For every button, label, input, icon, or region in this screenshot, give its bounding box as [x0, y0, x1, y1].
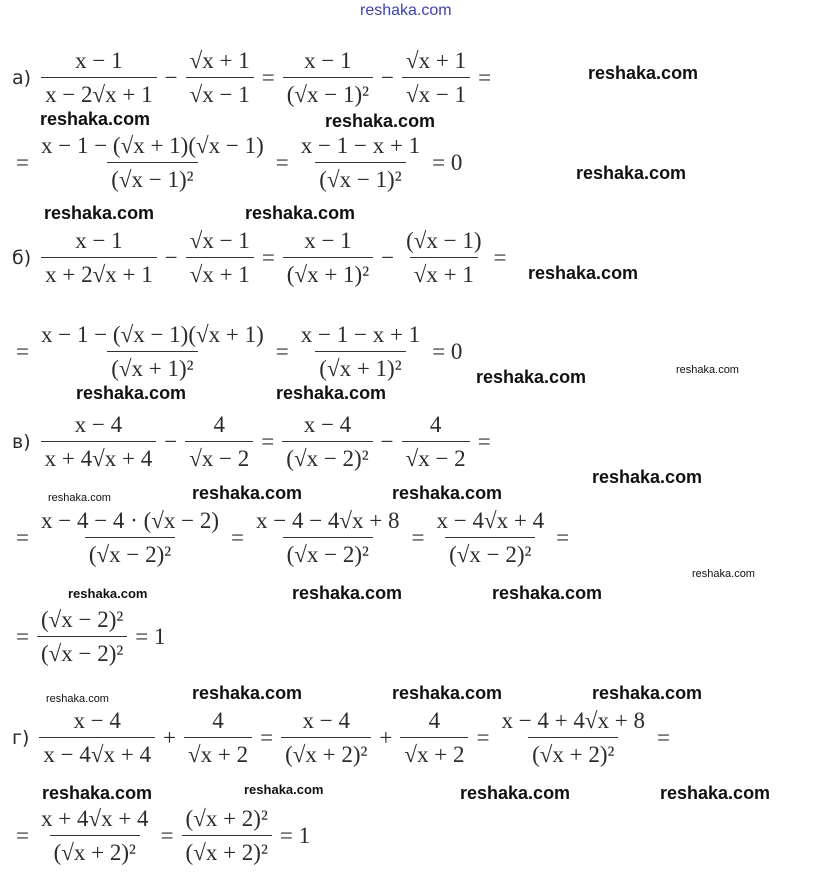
operator: +	[379, 725, 393, 750]
numerator: x − 1 − (√x + 1)(√x − 1)	[40, 133, 264, 158]
denominator: x + 4√x + 4	[41, 441, 157, 472]
denominator: (√x + 2)²	[182, 835, 272, 866]
watermark: reshaka.com	[245, 203, 356, 223]
operator: −	[164, 245, 178, 270]
equation-line	[12, 133, 466, 193]
operator: = 0	[432, 150, 463, 175]
denominator: √x − 2	[185, 441, 253, 472]
fraction	[297, 133, 424, 193]
equation-line	[12, 806, 314, 866]
fraction	[37, 133, 268, 193]
denominator: √x + 2	[400, 737, 468, 768]
operator: =	[478, 65, 492, 90]
denominator: √x − 1	[402, 77, 470, 108]
numerator: x − 4√x + 4	[436, 508, 545, 533]
fraction	[39, 708, 155, 768]
equation-line	[12, 508, 573, 568]
fraction	[182, 806, 272, 866]
numerator: x − 4 − 4 · (√x − 2)	[40, 508, 219, 533]
equation-line	[12, 48, 495, 108]
operator: −	[164, 65, 178, 90]
equation-line	[12, 607, 170, 667]
fraction	[186, 48, 254, 108]
denominator: √x + 1	[186, 257, 254, 288]
fraction	[37, 806, 153, 866]
watermark: reshaka.com	[192, 483, 303, 503]
watermark: reshaka.com	[592, 467, 703, 487]
operator: =	[16, 339, 29, 364]
numerator: 4	[213, 412, 225, 437]
operator: −	[381, 65, 395, 90]
watermark: reshaka.com	[48, 492, 111, 504]
operator: = 0	[432, 339, 463, 364]
numerator: (√x + 2)²	[185, 806, 268, 831]
watermark: reshaka.com	[692, 568, 755, 580]
numerator: x − 4	[73, 708, 121, 733]
fraction	[402, 48, 470, 108]
numerator: x − 1 − x + 1	[300, 133, 421, 158]
numerator: 4	[429, 412, 442, 437]
fraction	[41, 412, 157, 472]
watermark: reshaka.com	[44, 203, 155, 223]
numerator: x − 1	[75, 48, 123, 73]
problem-label: г)	[12, 727, 30, 749]
operator: −	[381, 245, 395, 270]
denominator: (√x + 2)²	[528, 737, 618, 768]
denominator: (√x + 1)²	[107, 351, 197, 382]
denominator: (√x − 1)²	[107, 162, 197, 193]
numerator: x − 1	[75, 228, 123, 253]
fraction	[281, 708, 371, 768]
fraction	[283, 228, 373, 288]
watermark: reshaka.com	[360, 2, 452, 19]
watermark: reshaka.com	[592, 683, 703, 703]
numerator: x − 4	[303, 412, 352, 437]
equation-line	[12, 412, 495, 472]
fraction	[37, 508, 223, 568]
watermark: reshaka.com	[68, 586, 148, 601]
operator: =	[261, 65, 275, 90]
denominator: (√x − 2)²	[37, 636, 127, 667]
fraction	[184, 708, 252, 768]
watermark: reshaka.com	[660, 783, 771, 803]
watermark: reshaka.com	[588, 63, 699, 83]
operator: =	[275, 150, 289, 175]
watermark: reshaka.com	[276, 383, 387, 403]
operator: =	[261, 429, 275, 454]
numerator: x − 4	[74, 412, 123, 437]
fraction	[497, 708, 649, 768]
fraction	[37, 607, 127, 667]
watermark: reshaka.com	[46, 693, 109, 705]
watermark: reshaka.com	[244, 782, 324, 797]
watermark: reshaka.com	[676, 364, 739, 376]
denominator: x − 2√x + 1	[41, 77, 157, 108]
denominator: √x − 1	[186, 77, 254, 108]
watermark: reshaka.com	[476, 367, 587, 387]
watermark: reshaka.com	[325, 111, 436, 131]
numerator: x − 4	[302, 708, 350, 733]
operator: =	[493, 245, 507, 270]
denominator: √x − 2	[402, 441, 470, 472]
denominator: √x + 2	[184, 737, 252, 768]
numerator: x + 4√x + 4	[40, 806, 149, 831]
watermark: reshaka.com	[492, 583, 603, 603]
fraction	[41, 48, 157, 108]
denominator: (√x − 1)²	[315, 162, 405, 193]
fraction	[297, 322, 424, 382]
denominator: x − 4√x + 4	[39, 737, 155, 768]
fraction	[185, 412, 253, 472]
fraction	[37, 322, 268, 382]
fraction	[402, 412, 470, 472]
denominator: (√x + 1)²	[315, 351, 405, 382]
fraction	[282, 412, 372, 472]
fraction	[400, 708, 468, 768]
watermark: reshaka.com	[40, 109, 151, 129]
numerator: x − 4 − 4√x + 8	[255, 508, 400, 533]
operator: −	[380, 429, 394, 454]
numerator: x − 4 + 4√x + 8	[501, 708, 645, 733]
watermark: reshaka.com	[76, 383, 187, 403]
denominator: (√x + 2)²	[281, 737, 371, 768]
watermark: reshaka.com	[392, 683, 503, 703]
numerator: √x + 1	[189, 48, 250, 73]
problem-label: б)	[12, 247, 32, 269]
problem-label: в)	[12, 431, 31, 453]
numerator: x − 1 − x + 1	[300, 322, 421, 347]
operator: =	[275, 339, 289, 364]
numerator: x − 1	[304, 48, 352, 73]
operator: =	[261, 245, 275, 270]
operator: =	[16, 525, 29, 550]
numerator: x − 1	[304, 228, 352, 253]
fraction	[41, 228, 157, 288]
fraction	[283, 48, 373, 108]
denominator: (√x + 2)²	[50, 835, 140, 866]
equation-line	[12, 322, 466, 382]
fraction	[402, 228, 485, 288]
numerator: (√x − 1)	[406, 228, 482, 253]
operator: =	[556, 525, 570, 550]
denominator: x + 2√x + 1	[41, 257, 157, 288]
numerator: √x − 1	[189, 228, 250, 253]
denominator: (√x − 2)²	[85, 537, 175, 568]
fraction	[252, 508, 404, 568]
operator: +	[162, 725, 176, 750]
operator: −	[164, 429, 178, 454]
fraction	[186, 228, 254, 288]
numerator: x − 1 − (√x − 1)(√x + 1)	[40, 322, 264, 347]
operator: =	[657, 725, 670, 750]
operator: = 1	[135, 624, 166, 649]
denominator: (√x − 2)²	[282, 441, 372, 472]
watermark: reshaka.com	[392, 483, 503, 503]
operator: =	[16, 624, 29, 649]
watermark: reshaka.com	[528, 263, 639, 283]
operator: =	[16, 823, 29, 848]
watermark: reshaka.com	[42, 783, 153, 803]
problem-label: а)	[12, 67, 32, 89]
watermark: reshaka.com	[192, 683, 303, 703]
watermark: reshaka.com	[576, 163, 687, 183]
equation-line	[12, 228, 511, 288]
operator: =	[476, 725, 490, 750]
numerator: 4	[428, 708, 441, 733]
operator: =	[260, 725, 274, 750]
operator: =	[16, 150, 29, 175]
operator: =	[231, 525, 244, 550]
denominator: (√x − 2)²	[445, 537, 535, 568]
denominator: √x + 1	[410, 257, 478, 288]
operator: =	[160, 823, 174, 848]
operator: =	[477, 429, 491, 454]
denominator: (√x − 1)²	[283, 77, 373, 108]
numerator: (√x − 2)²	[40, 607, 124, 632]
denominator: (√x − 2)²	[283, 537, 373, 568]
denominator: (√x + 1)²	[283, 257, 373, 288]
watermark: reshaka.com	[460, 783, 571, 803]
numerator: √x + 1	[406, 48, 467, 73]
fraction	[433, 508, 549, 568]
operator: = 1	[279, 823, 311, 848]
numerator: 4	[212, 708, 224, 733]
watermark: reshaka.com	[292, 583, 403, 603]
equation-line	[12, 708, 674, 768]
operator: =	[411, 525, 425, 550]
